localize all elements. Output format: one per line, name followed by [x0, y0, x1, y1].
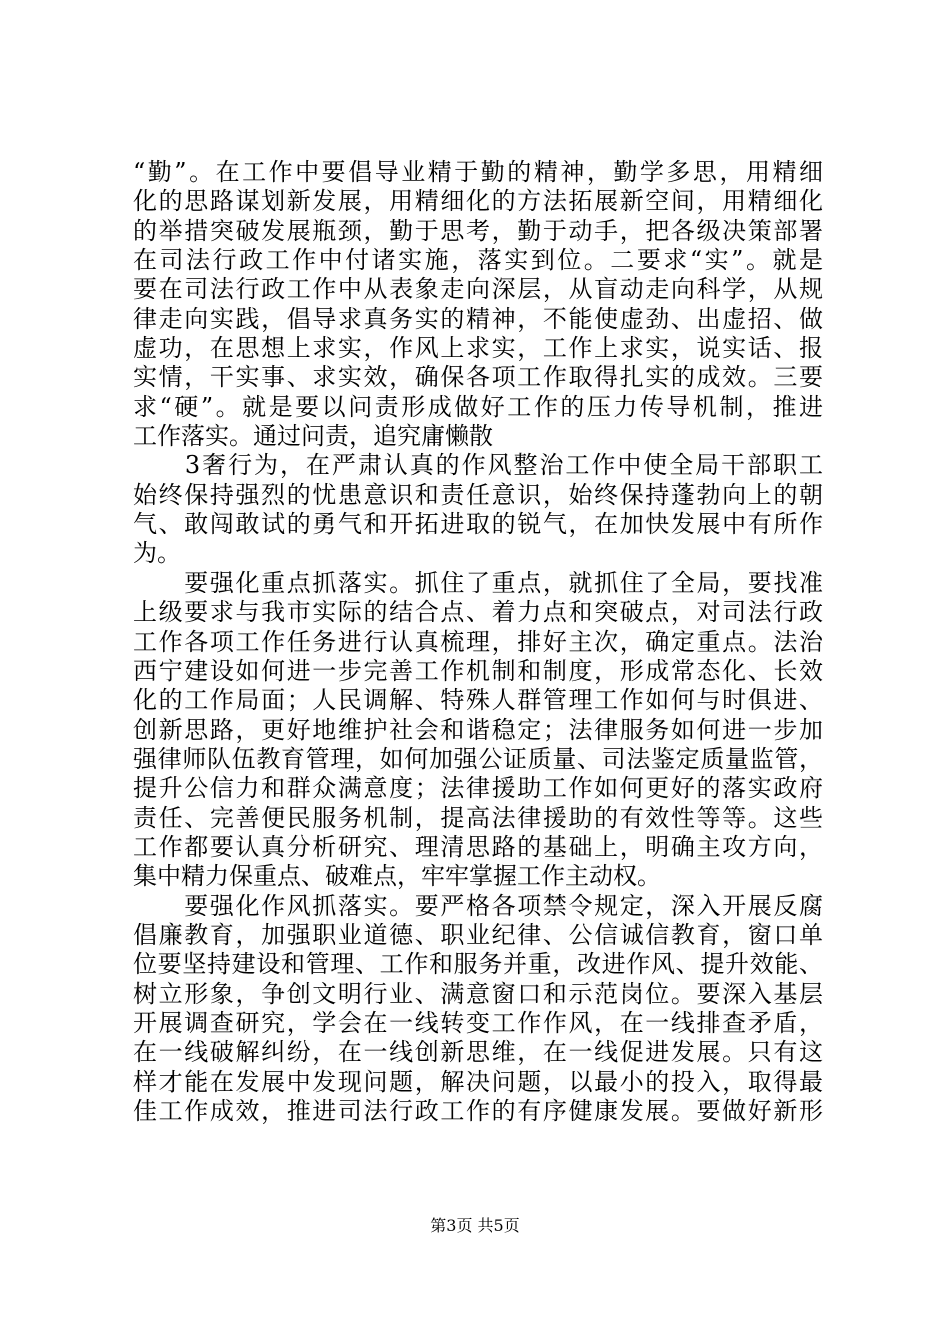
text-line: 气、敢闯敢试的勇气和开拓进取的锐气，在加快发展中有所作 — [133, 510, 823, 539]
page-footer: 第3页 共5页 — [430, 1216, 520, 1235]
text-line: 实情，干实事、求实效，确保各项工作取得扎实的成效。三要 — [133, 363, 823, 392]
body-text — [133, 158, 823, 1126]
text-line: 佳工作成效，推进司法行政工作的有序健康发展。要做好新形 — [133, 1097, 823, 1125]
text-line: 强律师队伍教育管理，如何加强公证质量、司法鉴定质量监管， — [133, 744, 823, 773]
text-line: 位要坚持建设和管理、工作和服务并重，改进作风、提升效能、 — [133, 950, 823, 979]
text-line: 上级要求与我市实际的结合点、着力点和突破点，对司法行政 — [133, 598, 823, 627]
text-line: “勤”。在工作中要倡导业精于勤的精神，勤学多思，用精细 — [133, 158, 823, 186]
text-line: 样才能在发展中发现问题，解决问题，以最小的投入，取得最 — [133, 1067, 823, 1096]
text-line: 化的思路谋划新发展，用精细化的方法拓展新空间，用精细化 — [133, 187, 823, 216]
text-line: 求“硬”。就是要以问责形成做好工作的压力传导机制，推进 — [133, 392, 823, 421]
text-line: 集中精力保重点、破难点，牢牢掌握工作主动权。 — [133, 862, 661, 891]
text-line: 工作各项工作任务进行认真梳理，排好主次，确定重点。法治 — [133, 627, 823, 656]
text-line: 倡廉教育，加强职业道德、职业纪律、公信诚信教育，窗口单 — [133, 920, 823, 949]
text-line: 在司法行政工作中付诸实施，落实到位。二要求“实”。就是 — [133, 246, 823, 275]
text-line: 要强化作风抓落实。要严格各项禁令规定，深入开展反腐 — [133, 891, 823, 920]
text-line: 工作落实。通过问责，追究庸懒散 — [133, 422, 493, 451]
text-line: 西宁建设如何进一步完善工作机制和制度，形成常态化、长效 — [133, 656, 823, 685]
text-line: 树立形象，争创文明行业、满意窗口和示范岗位。要深入基层 — [133, 979, 823, 1008]
text-line: 虚功，在思想上求实，作风上求实，工作上求实，说实话、报 — [133, 334, 823, 363]
text-line: 的举措突破发展瓶颈，勤于思考，勤于动手，把各级决策部署 — [133, 216, 823, 245]
text-line: 3奢行为，在严肃认真的作风整治工作中使全局干部职工 — [133, 451, 823, 480]
text-line: 工作都要认真分析研究、理清思路的基础上，明确主攻方向， — [133, 832, 823, 861]
text-line: 在一线破解纠纷，在一线创新思维，在一线促进发展。只有这 — [133, 1038, 823, 1067]
text-line: 提升公信力和群众满意度；法律援助工作如何更好的落实政府 — [133, 774, 823, 803]
text-line: 开展调查研究，学会在一线转变工作作风，在一线排查矛盾， — [133, 1008, 823, 1037]
text-line: 律走向实践，倡导求真务实的精神，不能使虚劲、出虚招、做 — [133, 304, 823, 333]
text-line: 化的工作局面；人民调解、特殊人群管理工作如何与时俱进、 — [133, 686, 823, 715]
text-line: 要强化重点抓落实。抓住了重点，就抓住了全局，要找准 — [133, 568, 823, 597]
text-line: 为。 — [133, 539, 181, 568]
text-line: 始终保持强烈的忧患意识和责任意识，始终保持蓬勃向上的朝 — [133, 480, 823, 509]
text-line: 创新思路，更好地维护社会和谐稳定；法律服务如何进一步加 — [133, 715, 823, 744]
text-line: 要在司法行政工作中从表象走向深层，从盲动走向科学，从规 — [133, 275, 823, 304]
text-line: 责任、完善便民服务机制，提高法律援助的有效性等等。这些 — [133, 803, 823, 832]
